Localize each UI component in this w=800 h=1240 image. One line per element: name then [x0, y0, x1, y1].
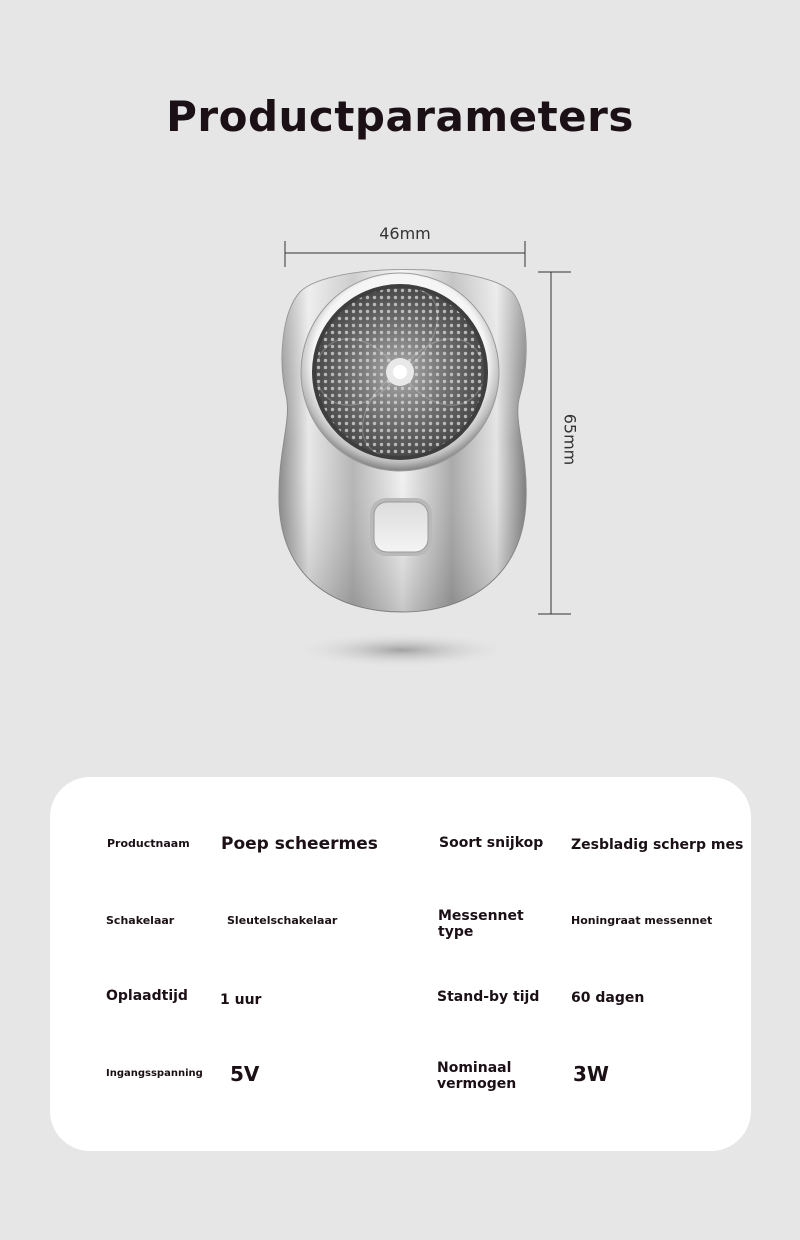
spec-value-rated-power: 3W — [573, 1062, 609, 1086]
product-shadow — [292, 632, 512, 668]
height-dimension-label: 65mm — [560, 413, 580, 466]
page-title: Productparameters — [166, 92, 634, 141]
spec-value-charge-time: 1 uur — [220, 992, 262, 1008]
spec-value-input-voltage: 5V — [230, 1062, 260, 1086]
spec-label-product-name: Productnaam — [107, 837, 190, 850]
spec-value-mesh-type: Honingraat messennet — [571, 914, 713, 927]
spec-value-switch: Sleutelschakelaar — [227, 914, 338, 927]
spec-label-standby-time: Stand-by tijd — [437, 989, 540, 1005]
spec-value-product-name: Poep scheermes — [221, 834, 378, 854]
width-dimension-line — [285, 241, 525, 267]
spec-label-mesh-type: Messennet type — [438, 908, 524, 941]
spec-value-cutter-head: Zesbladig scherp mes — [571, 837, 744, 853]
spec-label-charge-time: Oplaadtijd — [106, 988, 188, 1004]
spec-value-standby-time: 60 dagen — [571, 990, 645, 1006]
power-button — [374, 502, 428, 552]
spec-label-rated-power: Nominaal vermogen — [437, 1060, 517, 1093]
width-dimension-label: 46mm — [379, 224, 431, 243]
spec-label-cutter-head: Soort snijkop — [439, 835, 544, 851]
spec-label-input-voltage: Ingangsspanning — [106, 1068, 203, 1079]
spec-label-switch: Schakelaar — [106, 914, 175, 927]
spec-card — [50, 777, 751, 1151]
